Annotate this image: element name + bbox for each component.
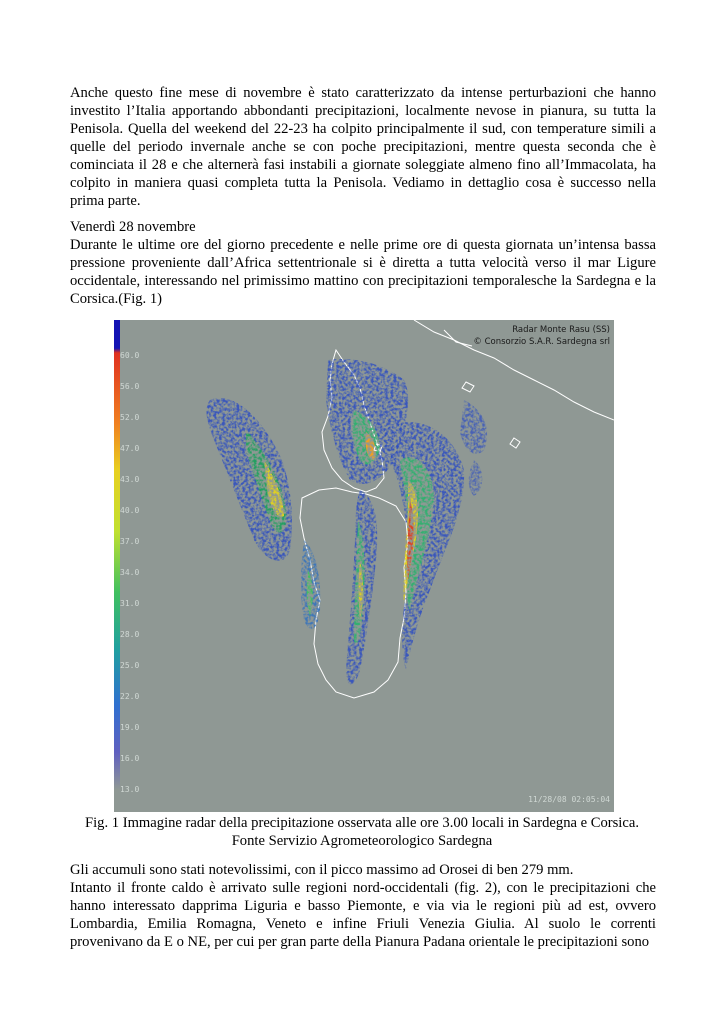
radar-copyright: © Consorzio S.A.R. Sardegna srl: [473, 337, 610, 347]
scale-label: 28.0: [120, 630, 140, 639]
scale-label: 31.0: [120, 599, 140, 608]
scale-label: 13.0: [120, 785, 140, 794]
scale-label: 56.0: [120, 382, 140, 391]
figure-caption-source: Fonte Servizio Agrometeorologico Sardegna: [231, 833, 493, 849]
scale-label: 60.0: [120, 351, 140, 360]
precipitation-echoes: [207, 359, 488, 684]
scale-label: 40.0: [120, 506, 140, 515]
scale-label: 34.0: [120, 568, 140, 577]
section-heading: Venerdì 28 novembre: [70, 219, 196, 235]
radar-title: Radar Monte Rasu (SS): [512, 325, 610, 335]
intro-paragraph: Anche questo fine mese di novembre è stato caratterizzato da intense perturbazioni che hanno investito l’Italia apportando abbondanti precipitazioni, localmente nevose in pianura, su tutta la Penisola. Quella del weekend del 22-23 ha colpito principalmente il sud, con temperature simili a quelle del periodo invernale anche se con poche precipitazioni, mentre questa seconda che è cominciata il 28 e che alternerà fasi instabili a giornate soleggiate almeno fino all’Immacolata, ha colpito in maniera quasi completa tutta la Penisola. Vediamo in dettaglio cosa è successo nella prima parte.: [70, 85, 656, 209]
scale-label: 19.0: [120, 723, 140, 732]
scale-label: 22.0: [120, 692, 140, 701]
scale-label: 43.0: [120, 475, 140, 484]
figure-caption: Fig. 1 Immagine radar della precipitazione osservata alle ore 3.00 locali in Sardegna e Corsica.: [85, 815, 639, 831]
radar-image: [114, 320, 614, 812]
closing-paragraph-1: Gli accumuli sono stati notevolissimi, con il picco massimo ad Orosei di ben 279 mm.: [70, 862, 574, 878]
scale-label: 52.0: [120, 413, 140, 422]
scale-label: 47.0: [120, 444, 140, 453]
scale-label: 37.0: [120, 537, 140, 546]
radar-figure: [114, 320, 614, 812]
closing-paragraph-2: Intanto il fronte caldo è arrivato sulle regioni nord-occidentali (fig. 2), con le precipitazioni che hanno interessato dapprima Liguria e basso Piemonte, e via via le regioni più ad est, ovvero Lombardia, Emilia Romagna, Veneto e infine Friuli Venezia Giulia. Al suolo le correnti provenivano da E o NE, per cui per gran parte della Pianura Padana orientale le precipitazioni sono: [70, 880, 656, 950]
scale-label: 16.0: [120, 754, 140, 763]
scale-label: 25.0: [120, 661, 140, 670]
section-paragraph: Durante le ultime ore del giorno precedente e nelle prime ore di questa giornata un’intensa bassa pressione proveniente dall’Africa settentrionale si è diretta a tutta velocità verso il mar Ligure occidentale, interessando nel primissimo mattino con precipitazioni temporalesche la Sardegna e la Corsica.(Fig. 1): [70, 237, 656, 307]
scale-labels: [120, 351, 139, 794]
radar-timestamp: 11/28/08 02:05:04: [528, 795, 610, 804]
